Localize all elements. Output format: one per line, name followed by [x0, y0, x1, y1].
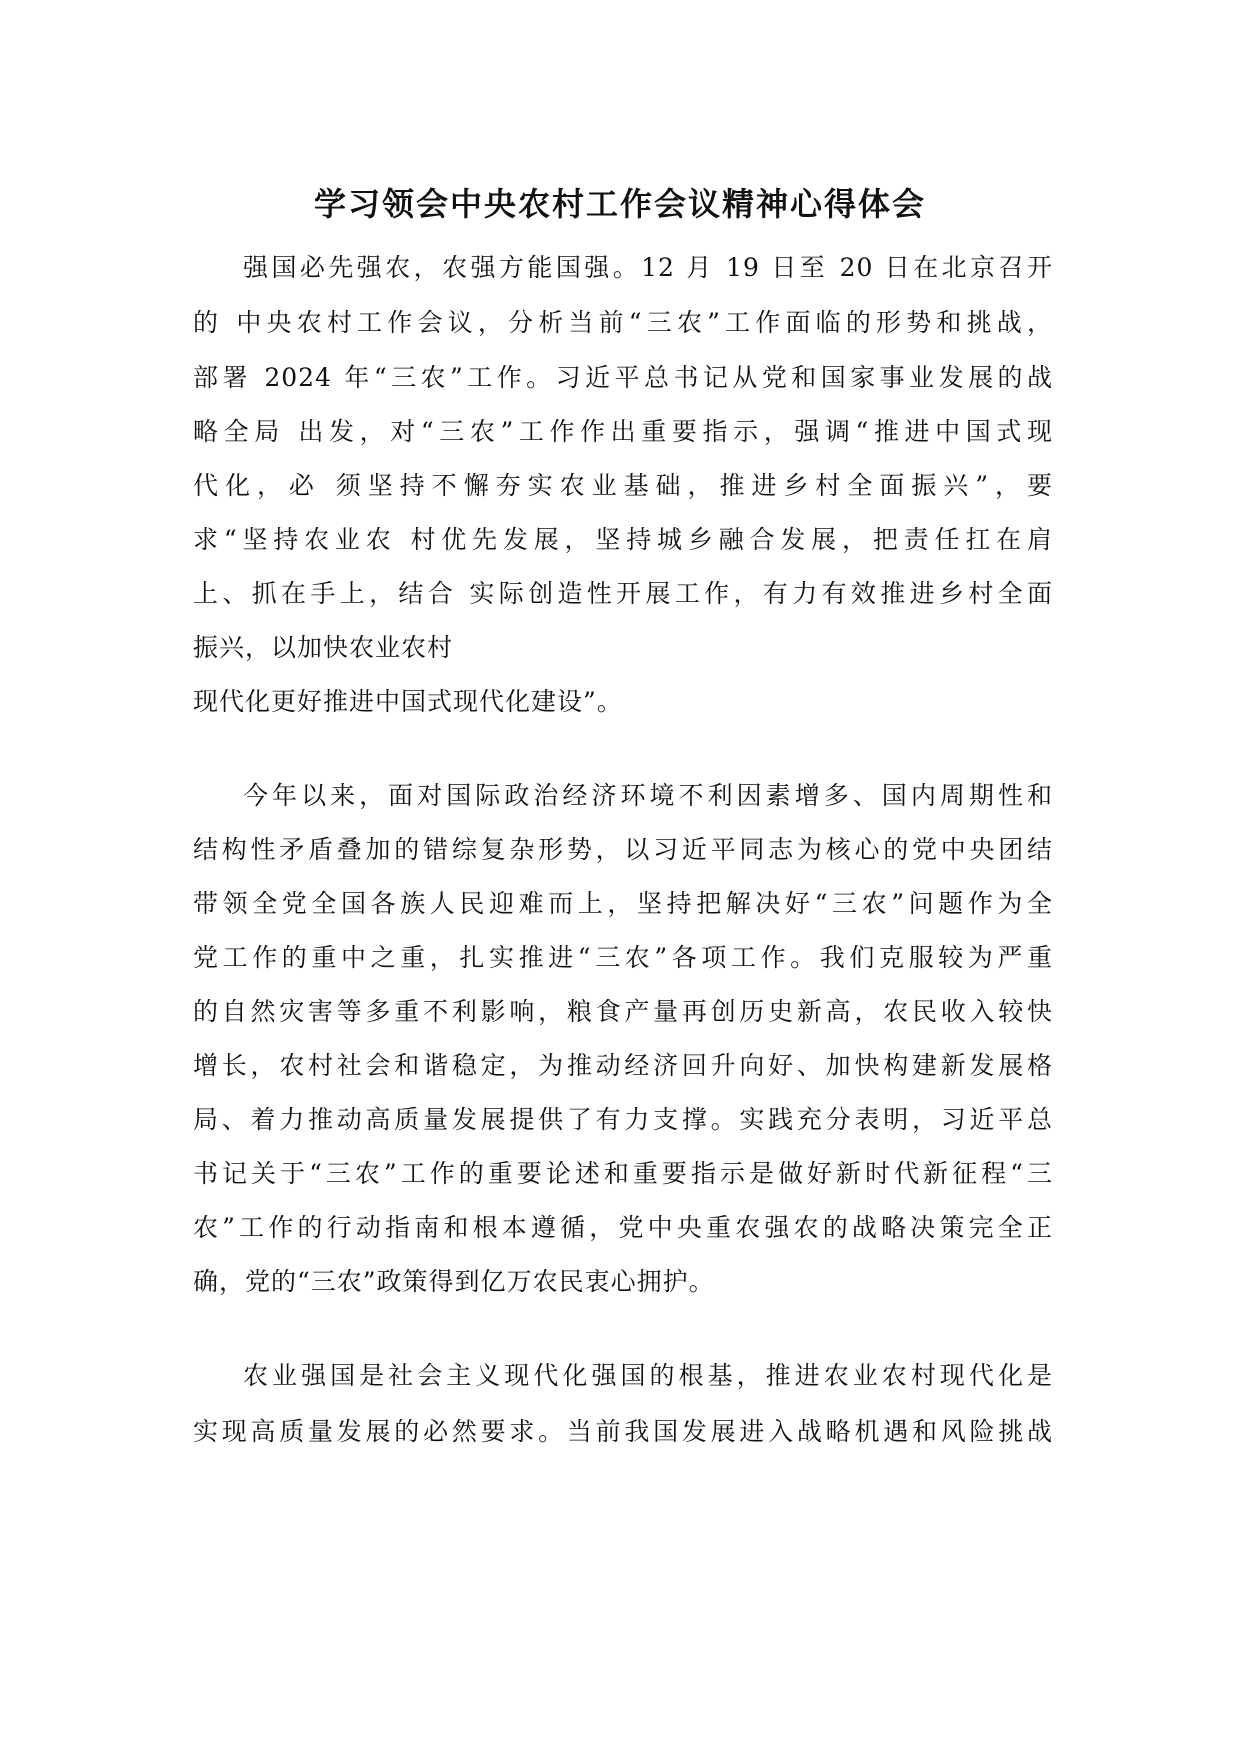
paragraph-3-line-2: 实现高质量发展的必然要求。当前我国发展进入战略机遇和风险挑战 [193, 1417, 1053, 1446]
document-title: 学习领会中央农村工作会议精神心得体会 [313, 185, 926, 223]
paragraph-1-line-4: 略全局 出发，对“三农”工作作出重要指示，强调“推进中国式现 [193, 417, 1053, 446]
paragraph-1-line-8: 振兴，以加快农业农村 [193, 633, 454, 662]
paragraph-1-line-5: 代化，必 须坚持不懈夯实农业基础，推进乡村全面振兴”，要 [193, 471, 1053, 500]
paragraph-1-line-6: 求“坚持农业农 村优先发展，坚持城乡融合发展，把责任扛在肩 [193, 525, 1053, 554]
paragraph-2-line-7: 局、着力推动高质量发展提供了有力支撑。实践充分表明，习近平总 [193, 1105, 1053, 1134]
paragraph-2-line-8: 书记关于“三农”工作的重要论述和重要指示是做好新时代新征程“三 [193, 1159, 1053, 1188]
paragraph-2-line-2: 结构性矛盾叠加的错综复杂形势，以习近平同志为核心的党中央团结 [193, 835, 1053, 864]
paragraph-2-line-5: 的自然灾害等多重不利影响，粮食产量再创历史新高，农民收入较快 [193, 997, 1053, 1026]
paragraph-2-line-10: 确，党的“三农”政策得到亿万农民衷心拥护。 [193, 1267, 715, 1296]
paragraph-1-line-9: 现代化更好推进中国式现代化建设”。 [193, 687, 623, 716]
paragraph-2-line-9: 农”工作的行动指南和根本遵循，党中央重农强农的战略决策完全正 [193, 1213, 1053, 1242]
paragraph-1-line-2: 的 中央农村工作会议，分析当前“三农”工作面临的形势和挑战， [193, 308, 1053, 337]
paragraph-1-line-1: 强国必先强农，农强方能国强。12 月 19 日至 20 日在北京召开 [243, 253, 1053, 282]
paragraph-2-line-4: 党工作的重中之重，扎实推进“三农”各项工作。我们克服较为严重 [193, 943, 1053, 972]
paragraph-2-line-3: 带领全党全国各族人民迎难而上，坚持把解决好“三农”问题作为全 [193, 889, 1053, 918]
paragraph-1-line-7: 上、抓在手上，结合 实际创造性开展工作，有力有效推进乡村全面 [193, 579, 1053, 608]
paragraph-2-line-1: 今年以来，面对国际政治经济环境不利因素增多、国内周期性和 [243, 781, 1053, 810]
paragraph-3-line-1: 农业强国是社会主义现代化强国的根基，推进农业农村现代化是 [243, 1361, 1053, 1390]
paragraph-2-line-6: 增长，农村社会和谐稳定，为推动经济回升向好、加快构建新发展格 [193, 1051, 1053, 1080]
paragraph-1-line-3: 部署 2024 年“三农”工作。习近平总书记从党和国家事业发展的战 [193, 363, 1053, 392]
